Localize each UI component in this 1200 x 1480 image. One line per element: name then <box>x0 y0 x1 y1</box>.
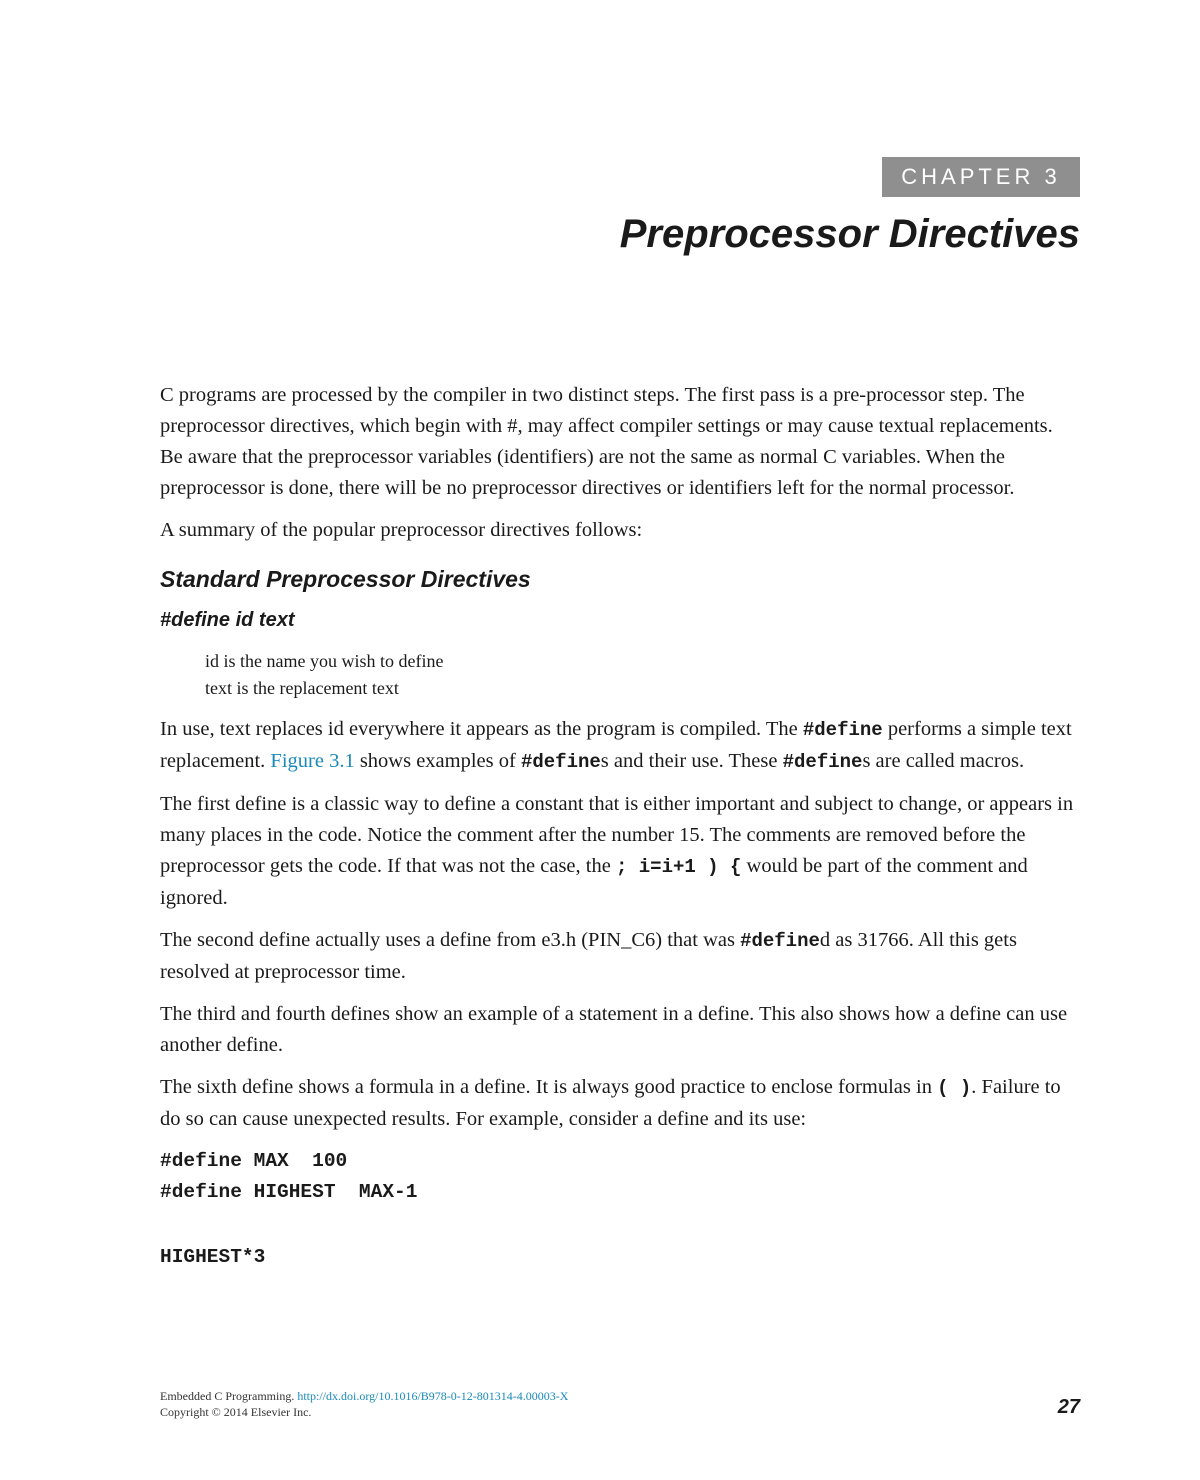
second-define-paragraph <box>160 925 1080 988</box>
inline-code: ; i=i+1 ) { <box>615 856 742 878</box>
definition-line: text is the replacement text <box>205 678 399 698</box>
intro-paragraph: C programs are processed by the compiler in two distinct steps. The first pass is a pre-processor step. The preprocessor directives, which begin with #, may affect compiler settings or may cause textual replacements. Be aware that the preprocessor variables (identifiers) are not the same as normal C variables. When the preprocessor is done, there will be no preprocessor directives or identifiers left for the normal processor. <box>160 384 1053 499</box>
inline-code: #define <box>802 719 883 741</box>
book-title: Embedded C Programming. <box>160 1389 295 1403</box>
third-define-paragraph: The third and fourth defines show an example of a statement in a define. This also shows how a define can use another define. <box>160 1003 1068 1056</box>
define-use-paragraph <box>160 714 1080 778</box>
inline-code: #define <box>520 751 601 773</box>
inline-code: #define <box>782 751 863 773</box>
doi-link[interactable]: http://dx.doi.org/10.1016/B978-0-12-801314-4.00003-X <box>297 1389 569 1403</box>
text-span: s and their use. These <box>600 750 783 772</box>
text-span: shows examples of <box>354 750 521 772</box>
copyright-line: Copyright © 2014 Elsevier Inc. <box>160 1405 312 1419</box>
text-span: s are called macros. <box>862 750 1025 772</box>
text-span: . Failure to do so can cause unexpected results. For example, consider a define and its use: <box>160 1076 1061 1130</box>
code-line: HIGHEST*3 <box>160 1246 266 1268</box>
text-span: d as 31766. All this gets resolved at preprocessor time. <box>160 929 1017 983</box>
chapter-title: Preprocessor Directives <box>619 212 1080 256</box>
page-number: 27 <box>1057 1396 1080 1418</box>
section-title: Standard Preprocessor Directives <box>160 566 531 592</box>
text-span: performs a simple text replacement. <box>160 718 1072 772</box>
definition-line: id is the name you wish to define <box>205 651 444 671</box>
definition-list <box>205 648 1080 702</box>
code-line: #define MAX 100 <box>160 1150 348 1172</box>
inline-code: #define <box>740 930 820 952</box>
text-span: In use, text replaces id everywhere it appears as the program is compiled. The <box>160 718 803 740</box>
subsection-title: #define id text <box>160 609 295 631</box>
first-define-paragraph <box>160 789 1080 914</box>
code-line: #define HIGHEST MAX-1 <box>160 1181 418 1203</box>
body-content <box>160 380 1080 1273</box>
text-span: The second define actually uses a define from e3.h (PIN_C6) that was <box>160 929 741 951</box>
inline-code: ( ) <box>937 1077 972 1099</box>
text-span: would be part of the comment and ignored. <box>160 855 1028 909</box>
sixth-define-paragraph <box>160 1072 1080 1135</box>
chapter-label: CHAPTER 3 <box>882 157 1080 197</box>
figure-link[interactable]: Figure 3.1 <box>270 750 355 772</box>
text-span: The sixth define shows a formula in a define. It is always good practice to enclose formulas in <box>160 1076 938 1098</box>
citation-line <box>160 1388 568 1404</box>
page-footer <box>160 1388 568 1420</box>
summary-paragraph: A summary of the popular preprocessor directives follows: <box>160 519 643 541</box>
text-span: The first define is a classic way to define a constant that is either important and subject to change, or appears in many places in the code. Notice the comment after the number 15. The comments are removed before the preprocessor gets the code. If that was not the case, the <box>160 793 1074 877</box>
